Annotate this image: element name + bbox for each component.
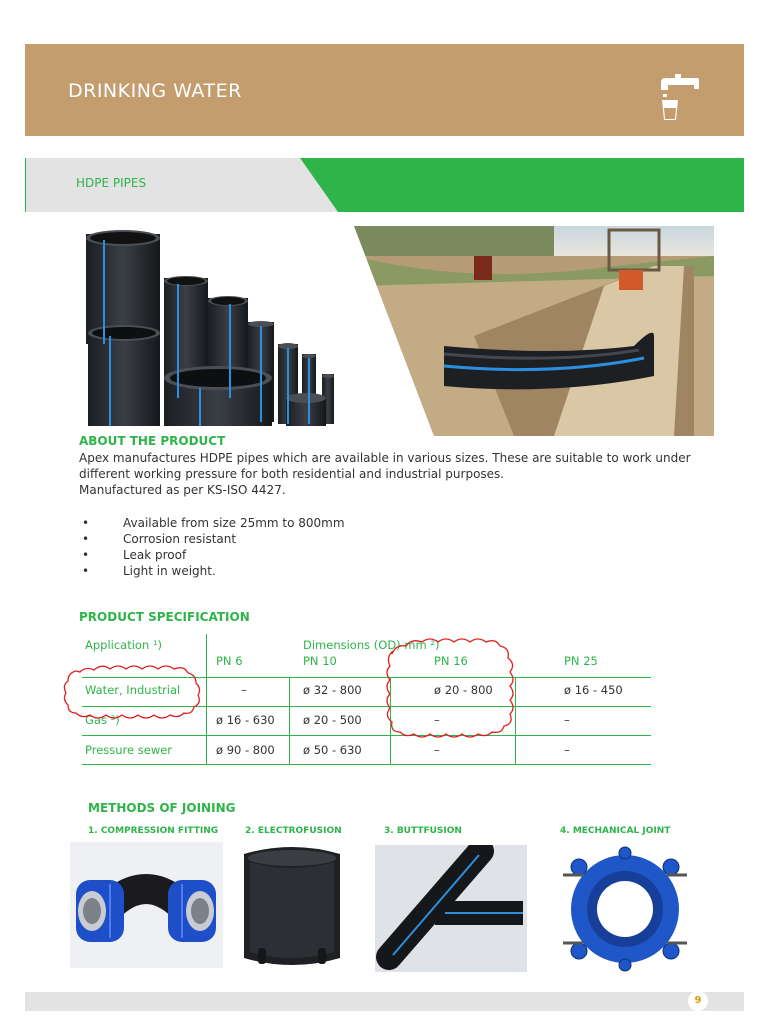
table-divider <box>515 677 516 764</box>
feature-list <box>79 515 479 579</box>
about-standard: Manufactured as per KS-ISO 4427. <box>79 483 286 497</box>
table-cell: – <box>434 743 440 757</box>
mechanical-joint-image <box>559 845 691 973</box>
water-tap-icon <box>661 70 705 122</box>
table-header-pn: PN 16 <box>434 654 468 668</box>
table-divider <box>206 634 207 764</box>
page-title: DRINKING WATER <box>68 80 242 102</box>
table-cell-application: Water, Industrial <box>85 683 181 697</box>
joining-label-buttfusion: 3. BUTTFUSION <box>384 826 462 836</box>
about-paragraph: Apex manufactures HDPE pipes which are available in various sizes. These are suitable to work under different working pressure for both residential and industrial purposes. <box>79 451 691 481</box>
joining-label-mechanical: 4. MECHANICAL JOINT <box>560 826 671 836</box>
table-cell: ø 16 - 450 <box>564 683 623 697</box>
table-cell: – <box>564 713 570 727</box>
electrofusion-coupler-image <box>236 844 348 972</box>
table-cell: ø 50 - 630 <box>303 743 362 757</box>
table-header-application: Application ¹) <box>85 638 163 652</box>
table-divider <box>390 677 391 764</box>
header-band <box>25 44 744 136</box>
table-cell: ø 20 - 800 <box>434 683 493 697</box>
section-bar-green <box>300 158 744 212</box>
table-header-pn: PN 25 <box>564 654 598 668</box>
spec-heading: PRODUCT SPECIFICATION <box>79 610 250 624</box>
table-header-pn: PN 10 <box>303 654 337 668</box>
buttfusion-tee-image <box>375 845 527 972</box>
compression-fitting-image <box>70 842 223 968</box>
list-item: • Light in weight. <box>79 563 479 579</box>
about-heading: ABOUT THE PRODUCT <box>79 434 226 448</box>
joining-label-compression: 1. COMPRESSION FITTING <box>88 826 219 836</box>
table-header-dimensions: Dimensions (OD) mm ²) <box>303 638 440 652</box>
hdpe-pipes-photo <box>80 226 338 426</box>
section-bar-grey <box>25 158 355 212</box>
about-text <box>79 450 719 498</box>
table-cell-application: Pressure sewer <box>85 743 173 757</box>
table-cell: – <box>434 713 440 727</box>
section-bar-edge <box>25 158 26 212</box>
table-rule <box>82 706 651 707</box>
table-rule <box>82 735 651 736</box>
pipe-trench-photo <box>354 226 714 436</box>
section-label: HDPE PIPES <box>76 176 147 190</box>
list-item: • Available from size 25mm to 800mm <box>79 515 479 531</box>
table-cell: – <box>564 743 570 757</box>
table-divider <box>289 677 290 764</box>
table-cell: – <box>241 683 247 697</box>
table-rule <box>82 677 651 678</box>
list-item: • Corrosion resistant <box>79 531 479 547</box>
footer-bar <box>25 992 744 1011</box>
list-item: • Leak proof <box>79 547 479 563</box>
table-header-pn: PN 6 <box>216 654 243 668</box>
joining-label-electrofusion: 2. ELECTROFUSION <box>245 826 342 836</box>
joining-heading: METHODS OF JOINING <box>88 801 236 815</box>
table-rule <box>82 764 651 765</box>
table-cell: ø 16 - 630 <box>216 713 275 727</box>
table-cell-application: Gas ³) <box>85 713 120 727</box>
table-cell: ø 90 - 800 <box>216 743 275 757</box>
page-number: 9 <box>688 991 708 1011</box>
table-cell: ø 20 - 500 <box>303 713 362 727</box>
table-cell: ø 32 - 800 <box>303 683 362 697</box>
